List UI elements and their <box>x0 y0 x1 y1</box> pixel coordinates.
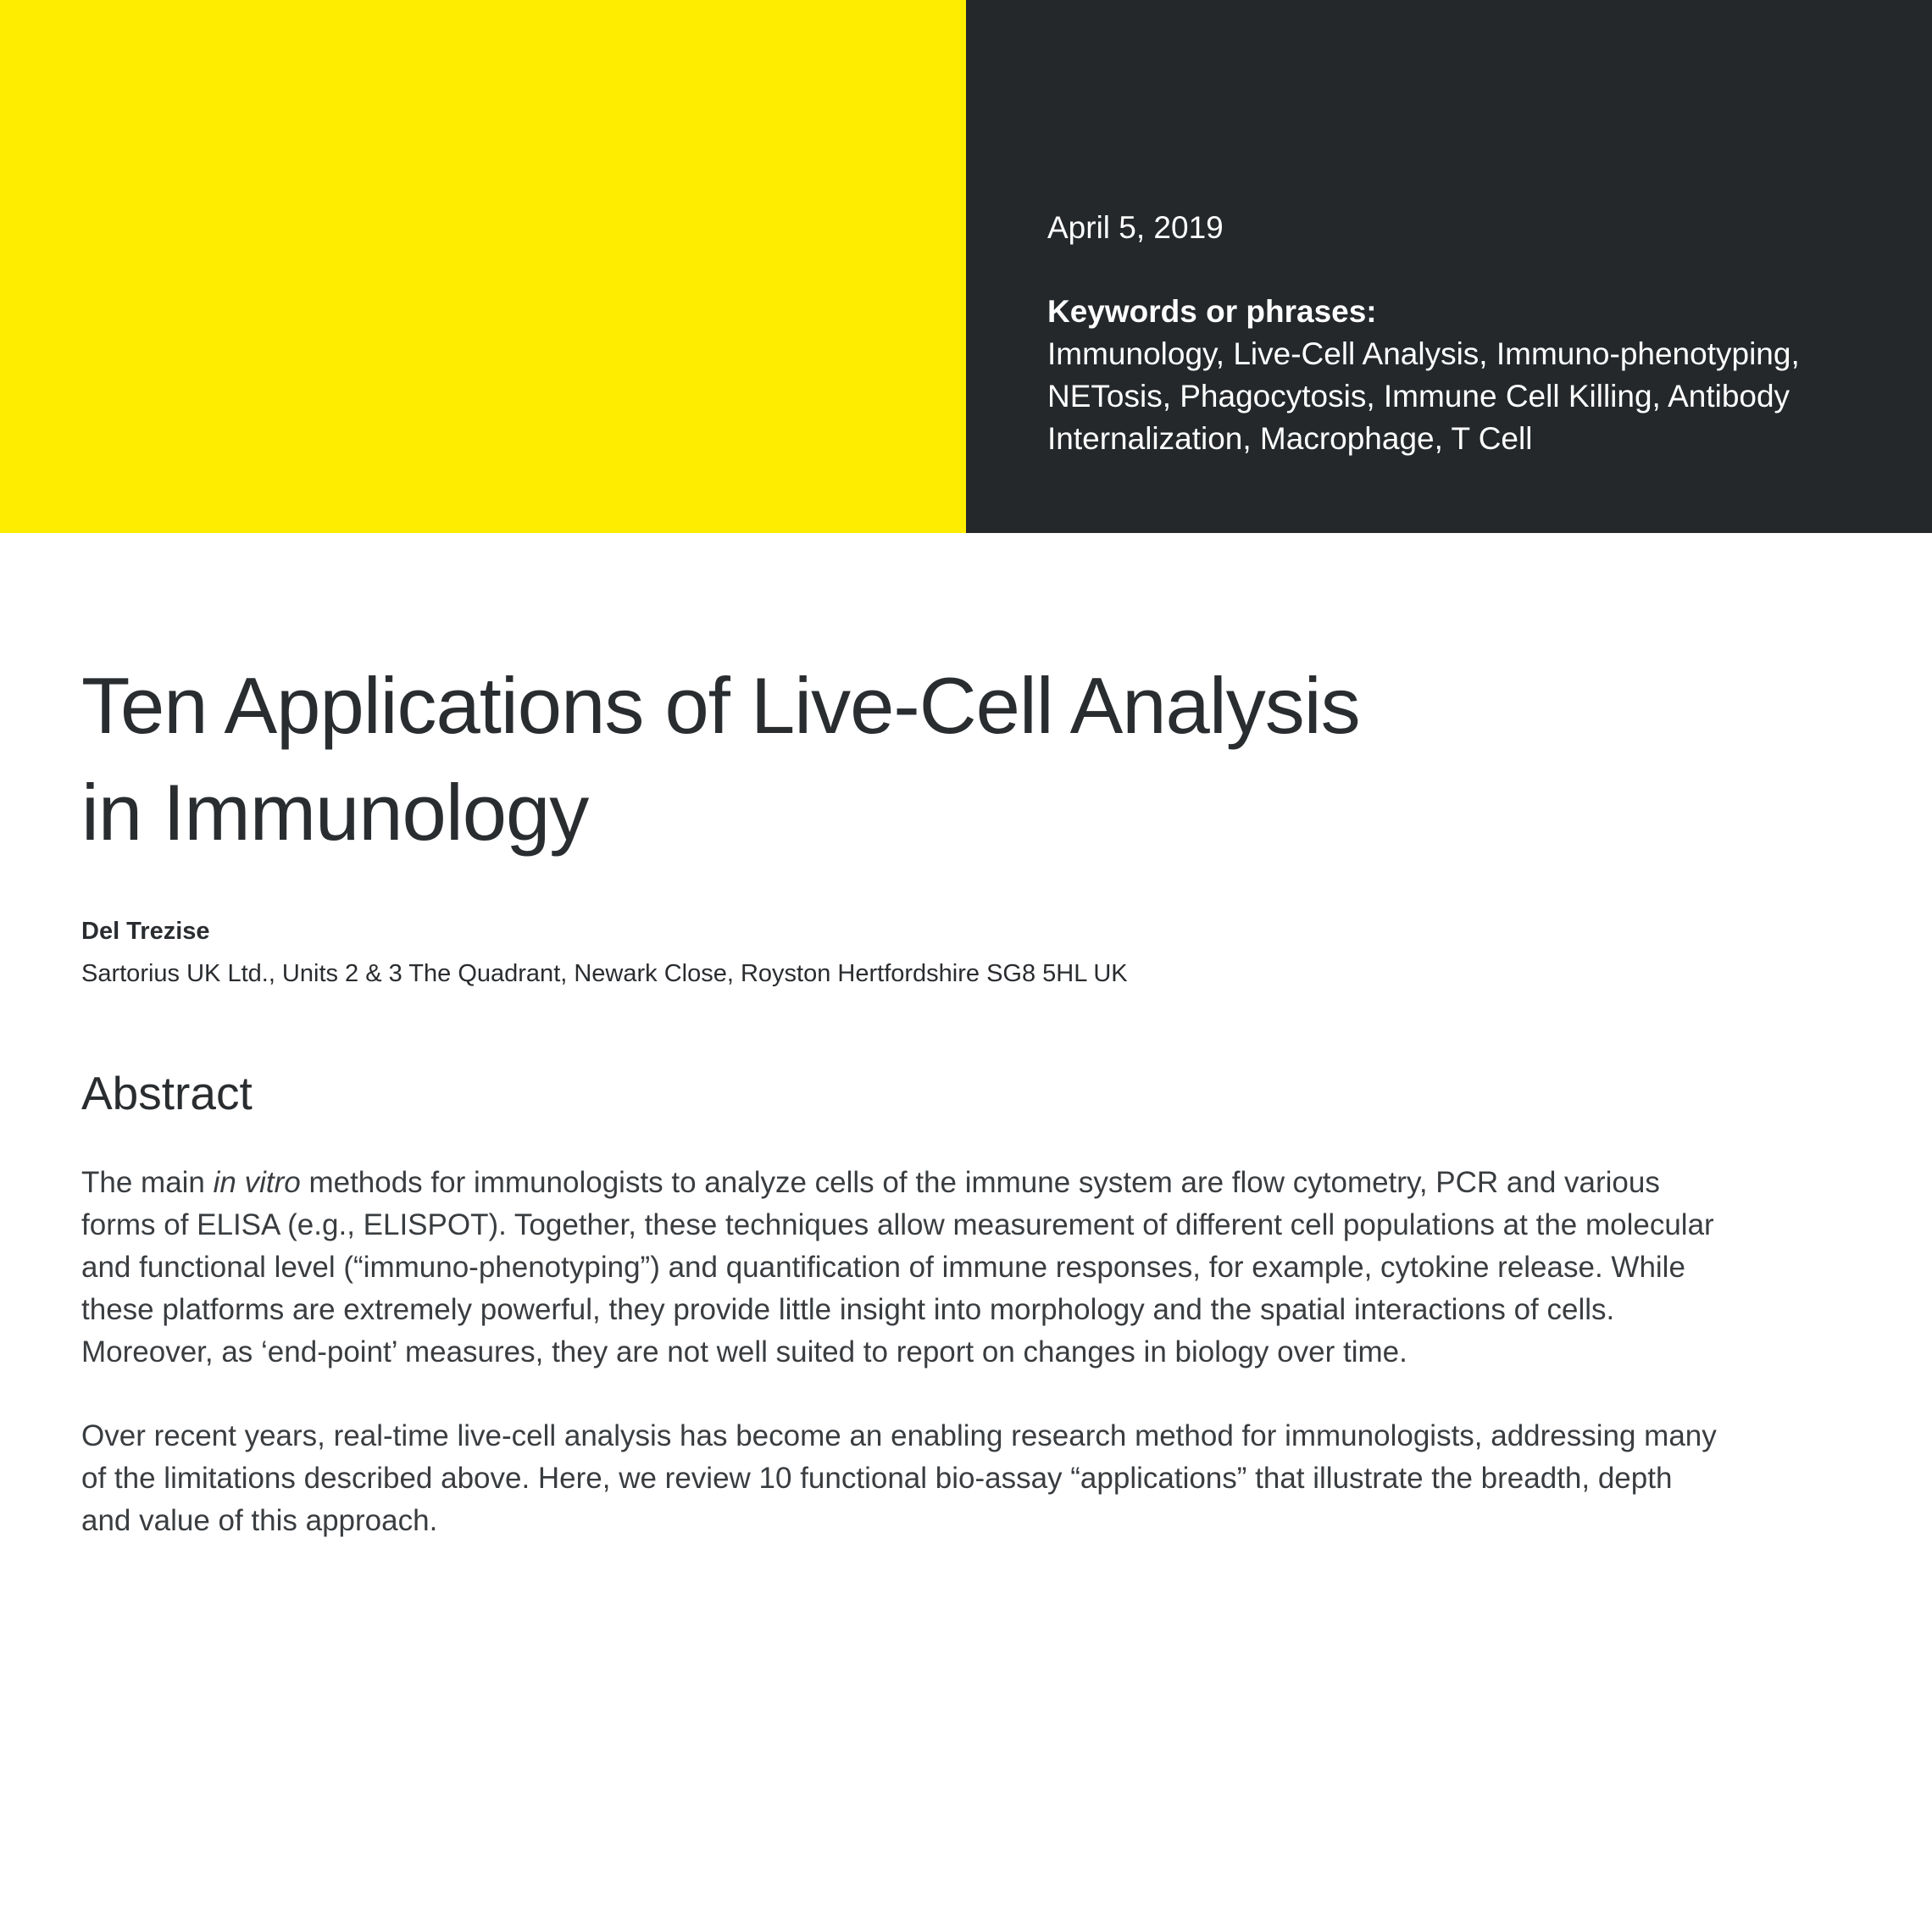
paragraph-line: and value of this approach. <box>81 1504 438 1537</box>
document-title <box>81 652 1360 866</box>
keywords-list <box>1047 333 1861 460</box>
title-line: in Immunology <box>81 768 589 857</box>
abstract-heading: Abstract <box>81 1067 253 1119</box>
paragraph-line: forms of ELISA (e.g., ELISPOT). Together, these techniques allow measurement of different cell populations at the molecular <box>81 1208 1714 1241</box>
paragraph-line <box>81 1162 1878 1204</box>
title-line: Ten Applications of Live-Cell Analysis <box>81 661 1360 750</box>
paragraph-line: Moreover, as ‘end-point’ measures, they are not well suited to report on changes in biology over time. <box>81 1335 1407 1368</box>
yellow-color-block <box>0 0 966 533</box>
paragraph-line: of the limitations described above. Here, we review 10 functional bio-assay “applications” that illustrate the breadth, depth <box>81 1462 1673 1495</box>
abstract-paragraph-1 <box>81 1162 1878 1374</box>
keywords-line: Immunology, Live-Cell Analysis, Immuno-phenotyping, <box>1047 336 1800 371</box>
author-affiliation: Sartorius UK Ltd., Units 2 & 3 The Quadrant, Newark Close, Royston Hertfordshire SG8 5HL UK <box>81 960 1128 987</box>
keywords-line: Internalization, Macrophage, T Cell <box>1047 421 1533 456</box>
publication-date: April 5, 2019 <box>1047 210 1224 245</box>
paragraph-line: and functional level (“immuno-phenotyping”) and quantification of immune responses, for example, cytokine release. While <box>81 1251 1685 1284</box>
keywords-line: NETosis, Phagocytosis, Immune Cell Killing, Antibody <box>1047 379 1790 414</box>
abstract-paragraph-2 <box>81 1415 1878 1542</box>
paragraph-text: methods for immunologists to analyze cells of the immune system are flow cytometry, PCR and various <box>300 1166 1660 1199</box>
header-band <box>0 0 1932 533</box>
paragraph-line: Over recent years, real-time live-cell analysis has become an enabling research method for immunologists, addressing many <box>81 1419 1717 1452</box>
paragraph-line: these platforms are extremely powerful, they provide little insight into morphology and the spatial interactions of cells. <box>81 1293 1615 1326</box>
keywords-label: Keywords or phrases: <box>1047 294 1377 329</box>
italic-term: in vitro <box>213 1166 301 1199</box>
paragraph-text: The main <box>81 1166 214 1199</box>
dark-info-panel <box>966 0 1932 533</box>
author-name: Del Trezise <box>81 918 210 945</box>
